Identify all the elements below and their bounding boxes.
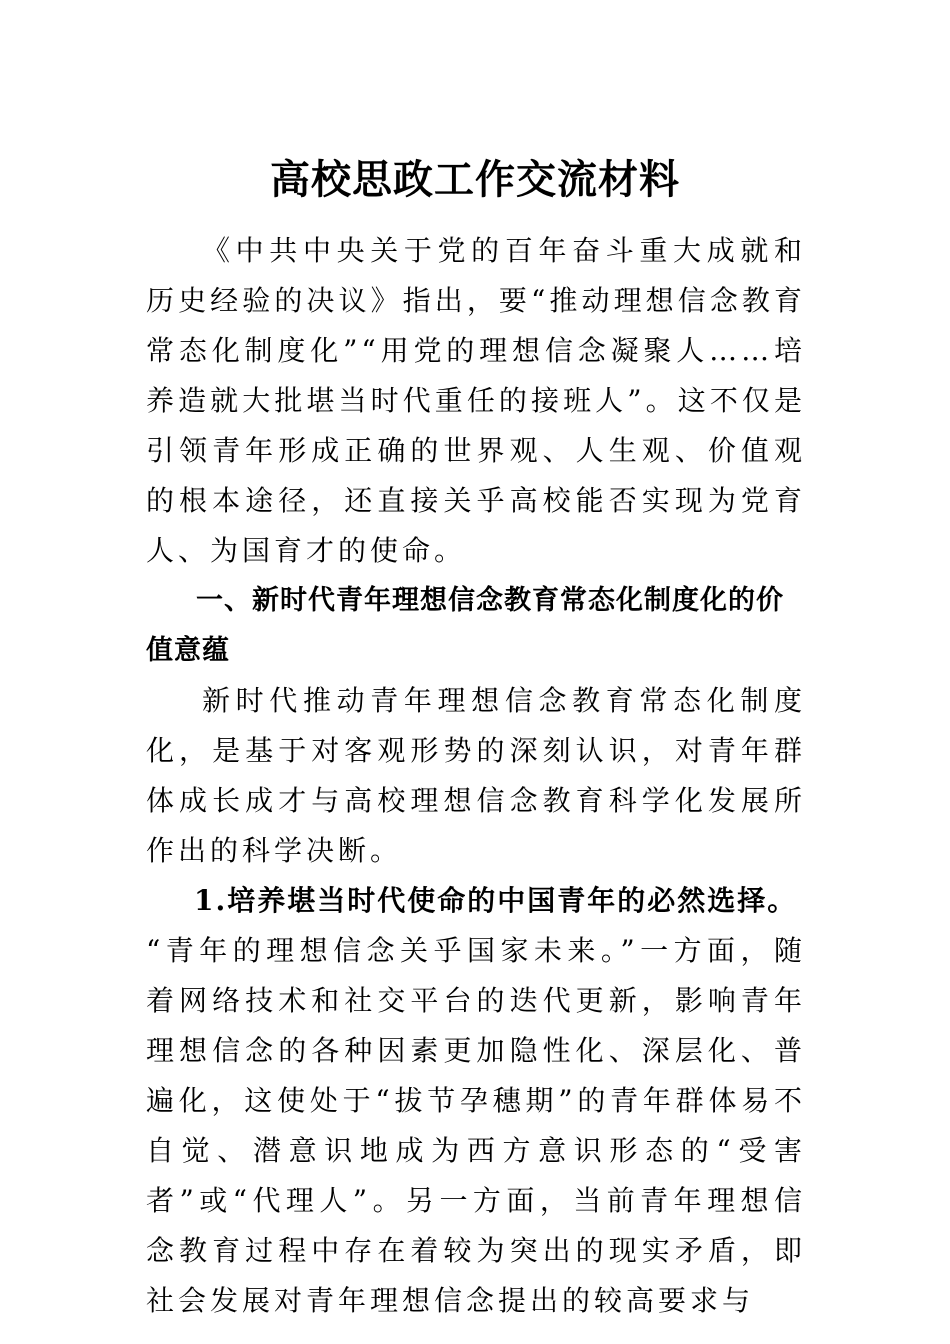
document-body [146, 226, 806, 1326]
document-title: 高校思政工作交流材料 [270, 157, 680, 203]
section-heading: 一、新时代青年理想信念教育常态化制度化的价值意蕴 [146, 585, 784, 666]
section-paragraph: 新时代推动青年理想信念教育常态化制度化，是基于对客观形势的深刻认识，对青年群体成长成才与高校理想信念教育科学化发展所作出的科学决断。 [146, 684, 806, 867]
subsection-heading: 1.培养堪当时代使命的中国青年的必然选择。 [194, 884, 798, 917]
intro-paragraph: 《中共中央关于党的百年奋斗重大成就和历史经验的决议》指出，要“推动理想信念教育常态化制度化”“用党的理想信念凝聚人……培养造就大批堪当时代重任的接班人”。这不仅是引领青年形成正确的世界观、人生观、价值观的根本途径，还直接关乎高校能否实现为党育人、为国育才的使命。 [146, 234, 806, 567]
subsection-paragraph: “青年的理想信念关乎国家未来。”一方面，随着网络技术和社交平台的迭代更新，影响青年理想信念的各种因素更加隐性化、深层化、普遍化，这使处于“拔节孕穗期”的青年群体易不自觉、潜意识地成为西方意识形态的“受害者”或“代理人”。另一方面，当前青年理想信念教育过程中存在着较为突出的现实矛盾，即社会发展对青年理想信念提出的较高要求与 [146, 934, 806, 1317]
